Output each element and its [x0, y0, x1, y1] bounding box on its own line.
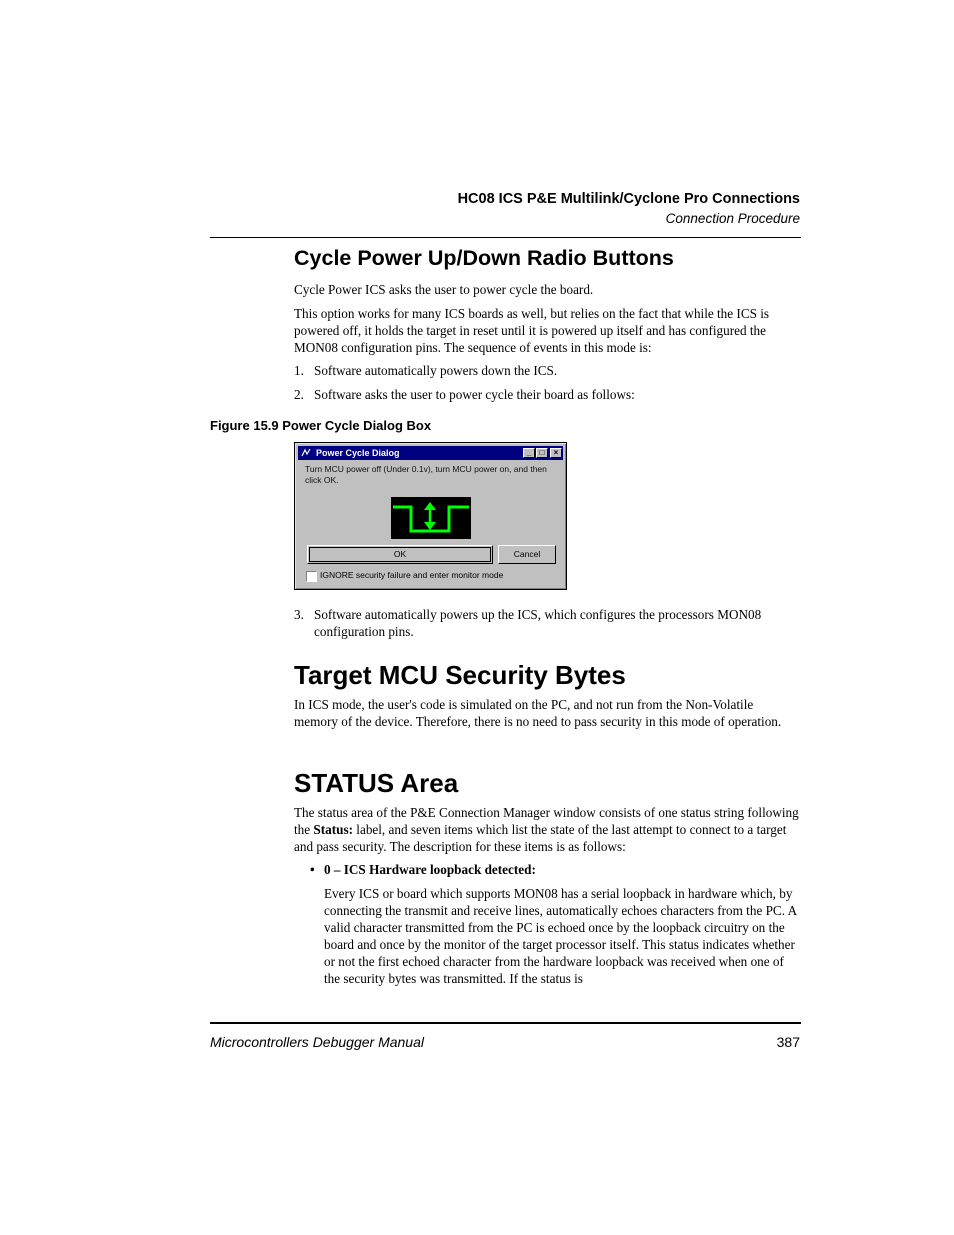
power-cycle-signal-icon	[391, 497, 471, 539]
list-text: Software automatically powers down the ICS.	[314, 363, 558, 378]
section-heading-target-mcu-security: Target MCU Security Bytes	[294, 660, 626, 690]
application-icon	[301, 448, 311, 458]
figure-caption: Figure 15.9 Power Cycle Dialog Box	[210, 418, 432, 433]
bullet-marker: •	[310, 862, 315, 877]
minimize-icon[interactable]: _	[523, 448, 535, 458]
paragraph-cycle-power-intro: Cycle Power ICS asks the user to power cycle the board.	[294, 282, 594, 297]
dialog-title-bar[interactable]	[298, 446, 563, 460]
paragraph-loopback-description: Every ICS or board which supports MON08 has a serial loopback in hardware which, by connecting the transmit and receive lines, automatically echoes characters from the PC. A valid character transmitted from the PC is echoed once by the loopback circuitry on the board and once by the monitor of the target processor itself. This status indicates whether or not the first echoed character from the hardware loopback was received when one of the security bytes was transmitted. If the status is	[324, 886, 797, 986]
list-number: 2.	[294, 387, 304, 402]
status-label-text: Status:	[313, 822, 353, 837]
footer-manual-title: Microcontrollers Debugger Manual	[210, 1034, 424, 1050]
paragraph-target-mcu-security: In ICS mode, the user's code is simulated on the PC, and not run from the Non-Volatile memory of the device. Therefore, there is no need to pass security in this mode of operation.	[294, 697, 782, 729]
cancel-button[interactable]: Cancel	[498, 545, 556, 564]
paragraph-cycle-power-detail: This option works for many ICS boards as well, but relies on the fact that while the ICS is powered off, it holds the target in reset until it is powered up itself and has configured the MON08 configuration pins. The sequence of events in this mode is:	[294, 306, 770, 355]
list-text: Software asks the user to power cycle their board as follows:	[314, 387, 635, 402]
power-cycle-dialog	[294, 442, 567, 590]
ok-button[interactable]: OK	[307, 545, 493, 564]
dialog-message: Turn MCU power off (Under 0.1v), turn MCU power on, and then click OK.	[305, 464, 547, 485]
list-text: Software automatically powers up the ICS, which configures the processors MON08 configuration pins.	[314, 607, 762, 639]
text-run: label, and seven items which list the state of the last attempt to connect to a target and pass security. The description for these items is as follows:	[294, 822, 787, 854]
page-number: 387	[776, 1034, 800, 1050]
list-item	[294, 362, 800, 379]
ignore-security-checkbox[interactable]	[306, 571, 317, 582]
running-header-title: HC08 ICS P&E Multilink/Cyclone Pro Connections	[457, 191, 800, 207]
list-item	[294, 386, 800, 403]
list-number: 3.	[294, 607, 304, 622]
dialog-title: Power Cycle Dialog	[316, 448, 400, 458]
maximize-icon[interactable]: □	[536, 448, 548, 458]
paragraph-status-area	[294, 804, 800, 855]
bullet-item	[310, 861, 536, 878]
running-header-subtitle: Connection Procedure	[665, 211, 800, 226]
section-heading-cycle-power: Cycle Power Up/Down Radio Buttons	[294, 246, 674, 270]
ignore-security-checkbox-label[interactable]: IGNORE security failure and enter monitor mode	[320, 570, 504, 580]
list-number: 1.	[294, 363, 304, 378]
header-rule	[210, 237, 801, 238]
close-icon[interactable]: ×	[550, 448, 562, 458]
text-run: The status area of the P&E Connection Manager window consists of one status string following the	[294, 805, 799, 837]
footer-rule	[210, 1022, 801, 1024]
bullet-text: 0 – ICS Hardware loopback detected:	[324, 862, 536, 877]
list-item	[294, 606, 800, 640]
section-heading-status-area: STATUS Area	[294, 768, 459, 798]
